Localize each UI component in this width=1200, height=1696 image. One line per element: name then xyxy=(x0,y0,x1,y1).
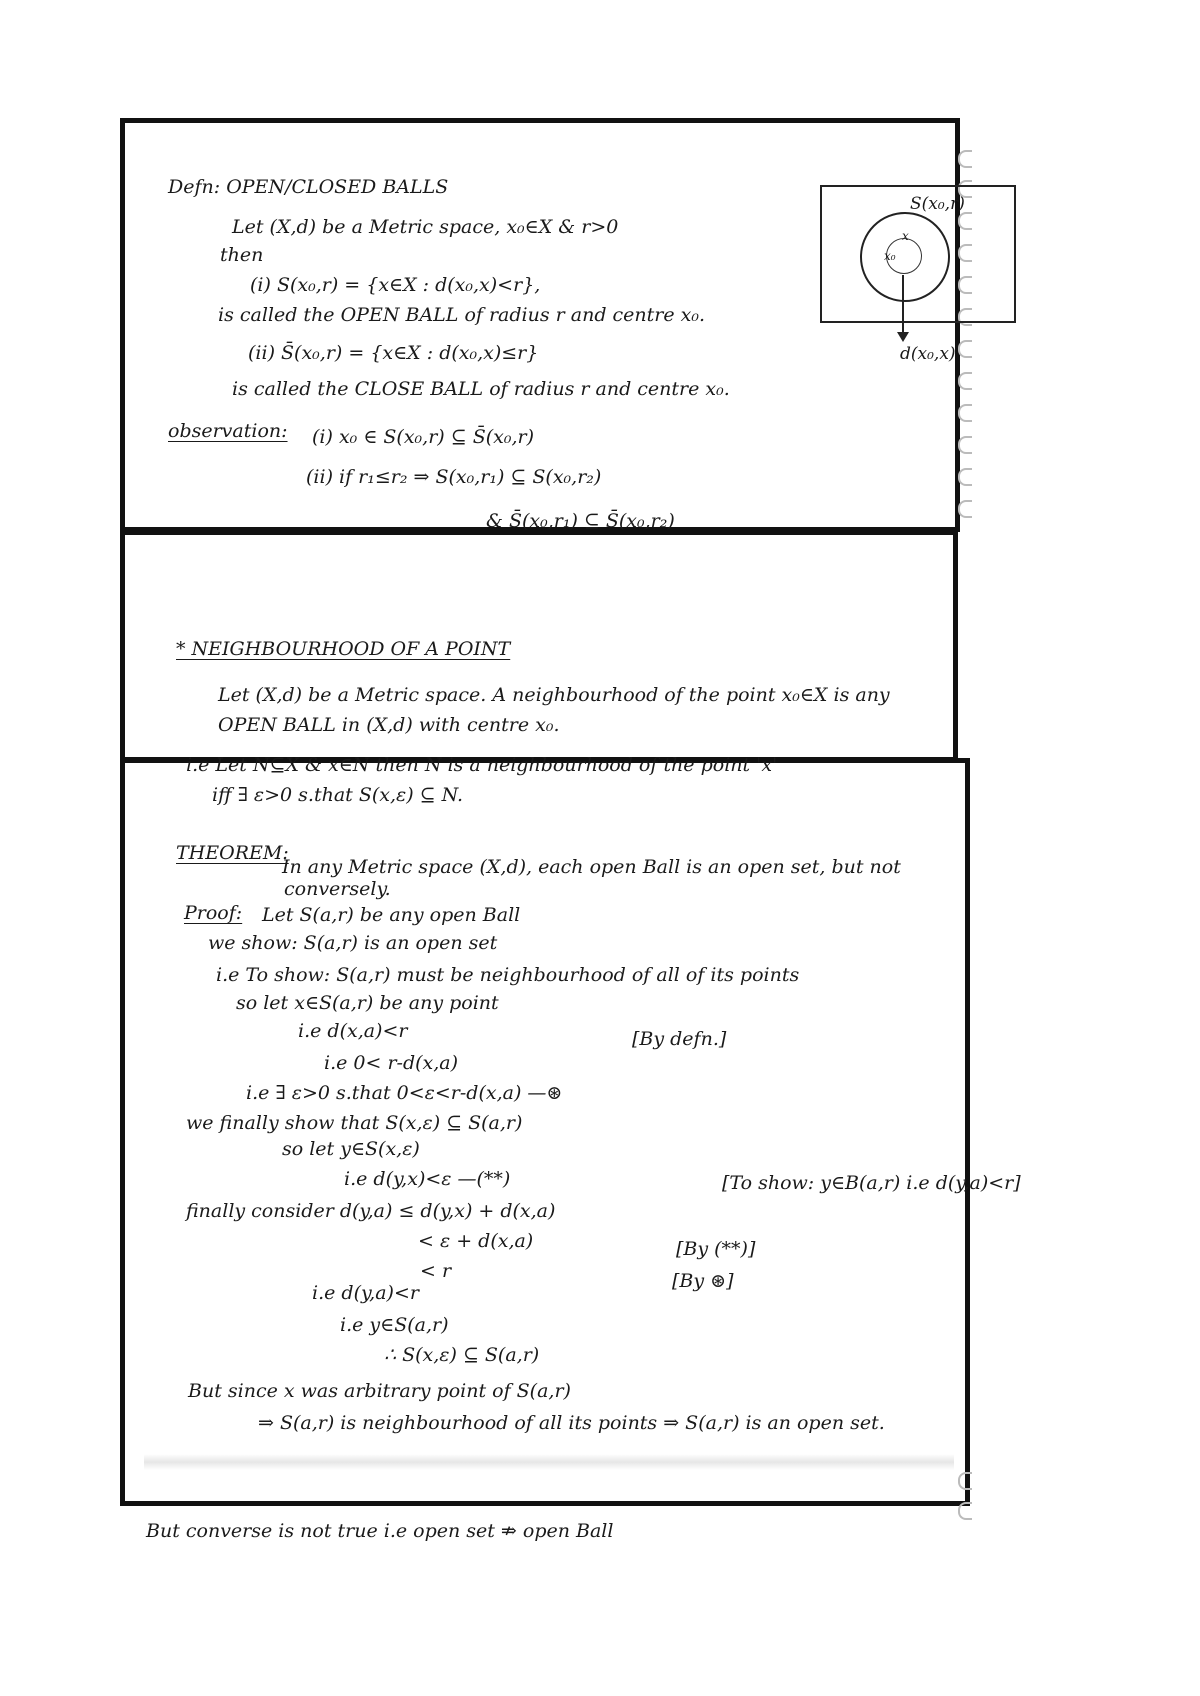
proof-line: ⇒ S(a,r) is neighbourhood of all its points ⇒ S(a,r) is an open set. xyxy=(258,1412,885,1434)
binder-ring xyxy=(958,1502,972,1520)
proof-line: i.e d(y,x)<ε —(**) xyxy=(344,1168,511,1190)
definition-line: (ii) S̄(x₀,r) = {x∈X : d(x₀,x)≤r} xyxy=(248,342,539,364)
proof-line: so let y∈S(x,ε) xyxy=(282,1138,420,1160)
proof-line: we finally show that S(x,ε) ⊆ S(a,r) xyxy=(186,1112,523,1134)
binder-ring xyxy=(958,404,972,422)
observation-line: (i) x₀ ∈ S(x₀,r) ⊆ S̄(x₀,r) xyxy=(312,426,535,448)
proof-note: [By ⊛] xyxy=(672,1270,734,1292)
observation-line: & S̄(x₀,r₁) ⊆ S̄(x₀,r₂) xyxy=(486,510,675,532)
proof-line: we show: S(a,r) is an open set xyxy=(208,932,498,954)
proof-line: ∴ S(x,ε) ⊆ S(a,r) xyxy=(384,1344,540,1366)
observation-label: observation: xyxy=(168,420,288,442)
diagram-label-distance: d(x₀,x) xyxy=(900,344,956,364)
definition-line: is called the OPEN BALL of radius r and centre x₀. xyxy=(218,304,706,326)
neighbourhood-line: i.e Let N⊆X & x∈N then N is a neighbourhood of the point 'x' xyxy=(186,754,778,776)
proof-note: [To show: y∈B(a,r) i.e d(y,a)<r] xyxy=(722,1172,1021,1194)
neighbourhood-heading: * NEIGHBOURHOOD OF A POINT xyxy=(176,638,511,660)
diagram-label-ball: S(x₀,r) xyxy=(910,194,965,214)
proof-note: [By defn.] xyxy=(632,1028,727,1050)
neighbourhood-line: iff ∃ ε>0 s.that S(x,ε) ⊆ N. xyxy=(212,784,464,806)
theorem-label: THEOREM: xyxy=(176,842,289,864)
binder-ring xyxy=(958,340,972,358)
proof-line: i.e ∃ ε>0 s.that 0<ε<r-d(x,a) —⊛ xyxy=(246,1082,563,1104)
definition-line: Let (X,d) be a Metric space, x₀∈X & r>0 xyxy=(232,216,619,238)
observation-line: (ii) if r₁≤r₂ ⇒ S(x₀,r₁) ⊆ S(x₀,r₂) xyxy=(306,466,602,488)
binder-ring xyxy=(958,436,972,454)
arrowhead-icon xyxy=(897,332,909,342)
proof-note: [By (**)] xyxy=(676,1238,756,1260)
theorem-statement-cont: conversely. xyxy=(284,878,391,900)
proof-line: But since x was arbitrary point of S(a,r) xyxy=(188,1380,571,1402)
proof-line: i.e To show: S(a,r) must be neighbourhood of all of its points xyxy=(216,964,800,986)
proof-line: Let S(a,r) be any open Ball xyxy=(262,904,521,926)
down-arrow-icon xyxy=(902,275,904,335)
binder-ring xyxy=(958,150,972,168)
proof-line: finally consider d(y,a) ≤ d(y,x) + d(x,a) xyxy=(186,1200,556,1222)
neighbourhood-line: OPEN BALL in (X,d) with centre x₀. xyxy=(218,714,560,736)
proof-label: Proof: xyxy=(184,902,243,924)
converse-line: But converse is not true i.e open set ⇏ open Ball xyxy=(146,1520,614,1542)
neighbourhood-line: Let (X,d) be a Metric space. A neighbourhood of the point x₀∈X is any xyxy=(218,684,890,706)
proof-line: i.e d(y,a)<r xyxy=(312,1282,419,1304)
binder-ring xyxy=(958,500,972,518)
proof-line: < r xyxy=(420,1260,452,1282)
proof-line: i.e d(x,a)<r xyxy=(298,1020,408,1042)
proof-line: i.e y∈S(a,r) xyxy=(340,1314,449,1336)
binder-ring xyxy=(958,372,972,390)
definition-line: is called the CLOSE BALL of radius r and centre x₀. xyxy=(232,378,730,400)
binder-ring xyxy=(958,1472,972,1490)
definition-line: (i) S(x₀,r) = {x∈X : d(x₀,x)<r}, xyxy=(250,274,541,296)
proof-line: i.e 0< r-d(x,a) xyxy=(324,1052,459,1074)
scan-divider xyxy=(144,1454,954,1470)
definition-heading: Defn: OPEN/CLOSED BALLS xyxy=(168,176,449,198)
theorem-statement: In any Metric space (X,d), each open Ball is an open set, but not xyxy=(282,856,901,878)
diagram-label-x: x xyxy=(902,229,909,243)
binder-ring xyxy=(958,468,972,486)
definition-line: then xyxy=(220,244,264,266)
diagram-label-x0: x₀ xyxy=(884,249,896,263)
proof-line: so let x∈S(a,r) be any point xyxy=(236,992,499,1014)
proof-line: < ε + d(x,a) xyxy=(418,1230,534,1252)
